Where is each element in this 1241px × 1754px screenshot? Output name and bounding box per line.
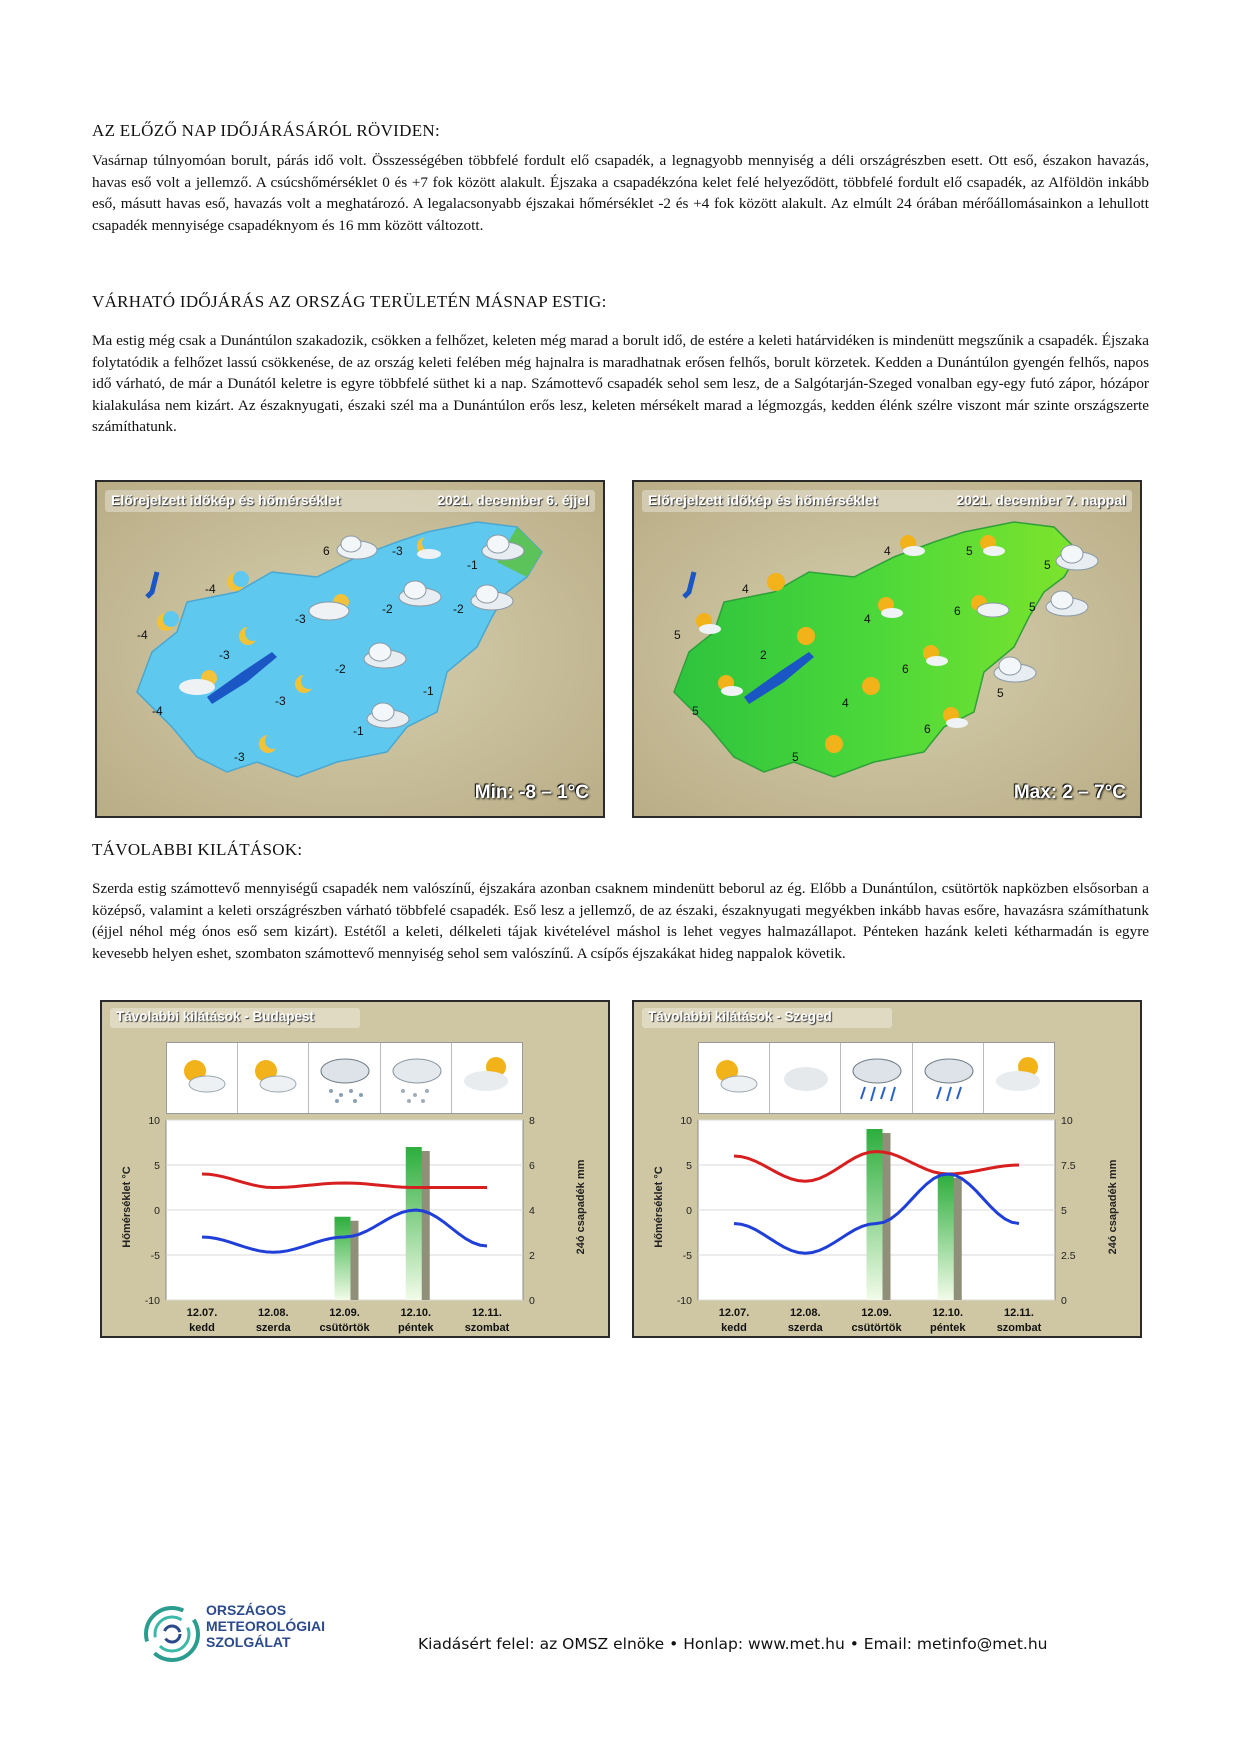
right-tick-label: 0 (1061, 1295, 1067, 1307)
forecast-map-day (632, 480, 1142, 818)
sun-cloud-icon (874, 594, 904, 620)
temp-label: -2 (453, 602, 464, 616)
cloud-icon (992, 654, 1038, 684)
date-label: 12.09. (329, 1307, 360, 1319)
map-background (634, 482, 1142, 818)
map-title: Előrejelzett időkép és hőmérséklet (111, 492, 341, 508)
map-title: Előrejelzett időkép és hőmérséklet (648, 492, 878, 508)
cloud-icon (469, 582, 515, 612)
section-title-outlook: TÁVOLABBI KILÁTÁSOK: (92, 840, 303, 859)
weekday-label: csütörtök (319, 1322, 370, 1334)
temp-label: 5 (1044, 558, 1051, 572)
temp-label: 6 (954, 604, 961, 618)
weekday-label: kedd (189, 1322, 215, 1334)
sun-cloud-icon (919, 642, 949, 668)
sun-icon (822, 732, 846, 756)
moon-icon (155, 610, 179, 634)
temp-label: 5 (674, 628, 681, 642)
right-axis-label: 24ó csapadék mm (575, 1159, 587, 1255)
date-label: 12.10. (400, 1307, 432, 1319)
temp-label: -3 (234, 750, 245, 764)
right-tick-label: 6 (529, 1160, 535, 1172)
map-date: 2021. december 7. nappal (956, 492, 1126, 508)
temp-label: -3 (295, 612, 306, 626)
sun-icon (794, 624, 818, 648)
weekday-label: péntek (398, 1322, 434, 1334)
temp-label: -3 (275, 694, 286, 708)
precip-bar (335, 1217, 351, 1300)
right-tick-label: 0 (529, 1295, 535, 1307)
cloud-icon (335, 532, 379, 560)
precip-bar (938, 1174, 954, 1300)
temp-label: -4 (152, 704, 163, 718)
temp-label: 5 (792, 750, 799, 764)
paragraph-outlook: Szerda estig számottevő mennyiségű csapadék nem valószínű, éjszakára azonban csaknem mindenütt beborul az ég. Előbb a Dunántúlon, csütörtök napközben elsősorban a középső, valamint a keleti országrészben várható többfelé csapadék. Eső lesz a jellemző, de az északi, északnyugati megyékben inkább havas esőre, havazásra számíthatunk (éjjel néhol még ónos eső sem kizárt). Estétől a keleti, délkeleti tájak kivételével máshol is lehet vegyes halmazállapot. Pénteken hazánk keleti kétharmadán is egyre kevesebb helyen eshet, szombaton számottevő mennyiség sehol sem valószínű. A csípős éjszakákat hideg nappalok követik. (92, 880, 1149, 962)
left-tick-label: -5 (150, 1250, 160, 1262)
outlook-title: Távolabbi kilátások - Budapest (116, 1009, 315, 1024)
temp-label: -3 (219, 648, 230, 662)
right-axis-label: 24ó csapadék mm (1107, 1159, 1119, 1255)
paragraph-next: Ma estig még csak a Dunántúlon szakadozik, csökken a felhőzet, keleten még marad a borult idő, de estére a keleti határvidéken is mindenütt megszűnik a csapadék. Éjszaka folytatódik a felhőzet lassú csökkenése, de az ország keleti felében még hajnalra is maradhatnak erősen felhős, borult körzetek. Kedden a Dunántúlon gyengén felhős, napos idő várható, de már a Dunától keletre is egyre többfelé süthet ki a nap. Számottevő csapadék sehol sem lesz, de a Salgótarján-Szeged vonalban egy-egy futó zápor, hózápor kialakulása nem kizárt. Az északnyugati, északi szél ma a Dunántúlon erős lesz, keleten mérsékelt marad a légmozgás, kedden élénk szélre viszont már szinte országszerte számíthatunk. (92, 332, 1149, 435)
left-tick-label: -10 (676, 1295, 692, 1307)
date-label: 12.07. (186, 1307, 218, 1319)
precip-bar (406, 1147, 422, 1300)
left-tick-label: 5 (686, 1160, 692, 1172)
date-label: 12.07. (718, 1307, 750, 1319)
date-label: 12.11. (1004, 1307, 1034, 1319)
temp-label: 5 (1029, 600, 1036, 614)
left-tick-label: 0 (686, 1205, 692, 1217)
logo-line: METEOROLÓGIAI (206, 1618, 325, 1634)
date-label: 12.11. (472, 1307, 502, 1319)
temp-label: -3 (392, 544, 403, 558)
right-tick-label: 4 (529, 1205, 535, 1217)
left-tick-label: 0 (154, 1205, 160, 1217)
logo-line: SZOLGÁLAT (206, 1634, 291, 1650)
outlook-panel-budapest (100, 1000, 610, 1338)
temp-label: 6 (323, 544, 330, 558)
right-tick-label: 2.5 (1061, 1250, 1076, 1262)
map-range: Max: 2 – 7°C (1013, 782, 1126, 803)
moon-icon (237, 624, 261, 648)
date-label: 12.09. (861, 1307, 892, 1319)
temp-label: -4 (137, 628, 148, 642)
cloud-icon (480, 532, 526, 562)
temp-label: 6 (924, 722, 931, 736)
sun-icon (859, 674, 883, 698)
cloud-icon (397, 578, 443, 608)
cloud-icon (1044, 588, 1090, 618)
footer-text: Kiadásért felel: az OMSZ elnöke • Honlap: www.met.hu • Email: metinfo@met.hu (418, 1635, 1048, 1653)
left-tick-label: 10 (680, 1115, 692, 1127)
temp-label: 5 (966, 544, 973, 558)
sun-icon (764, 570, 788, 594)
temp-label: 4 (842, 696, 849, 710)
left-axis-label: Hőmérséklet °C (653, 1166, 665, 1248)
temperature-precip-chart (102, 1002, 610, 1338)
outlook-title: Távolabbi kilátások - Szeged (648, 1009, 832, 1024)
temp-label: 4 (742, 582, 749, 596)
temp-label: 2 (760, 648, 767, 662)
omsz-logo (142, 1598, 362, 1674)
paragraph-prev: Vasárnap túlnyomóan borult, párás idő volt. Összességében többfelé fordult elő csapadék, a legnagyobb mennyiség a déli országrészben esett. Ott eső, északon havazás, havas eső volt a jellemző. A csúcshőmérséklet 0 és +7 fok között alakult. Éjszaka a csapadékzóna kelet felé helyeződött, többfelé fordult elő csapadék, az Alföldön inkább eső, másutt havas eső, havazás volt a meghatározó. A legalacsonyabb éjszakai hőmérséklet -2 és +4 fok között alakult. Az elmúlt 24 órában mérőállomásainkon a lehullott csapadék mennyisége csapadéknyom és 16 mm között változott. (92, 152, 1149, 234)
sun-cloud-icon (967, 592, 1011, 620)
weekday-label: szombat (996, 1322, 1042, 1334)
left-tick-label: 5 (154, 1160, 160, 1172)
right-tick-label: 2 (529, 1250, 535, 1262)
map-range: Min: -8 – 1°C (474, 782, 589, 803)
logo-swirl-icon (142, 1598, 202, 1668)
logo-line: ORSZÁGOS (206, 1602, 287, 1618)
right-tick-label: 7.5 (1061, 1160, 1076, 1172)
outlook-panel-szeged (632, 1000, 1142, 1338)
cloud-icon (365, 700, 411, 730)
left-tick-label: -5 (682, 1250, 692, 1262)
sun-cloud-icon (896, 532, 926, 558)
temp-label: -2 (335, 662, 346, 676)
left-tick-label: -10 (144, 1295, 160, 1307)
map-header (105, 490, 595, 512)
precip-bar (867, 1129, 883, 1300)
right-tick-label: 5 (1061, 1205, 1067, 1217)
left-axis-label: Hőmérséklet °C (121, 1166, 133, 1248)
weekday-label: péntek (930, 1322, 966, 1334)
date-label: 12.08. (789, 1307, 821, 1319)
temperature-precip-chart (634, 1002, 1142, 1338)
temp-label: -2 (382, 602, 393, 616)
weekday-label: szerda (787, 1322, 823, 1334)
sun-cloud-icon (692, 610, 722, 636)
temp-label: 6 (902, 662, 909, 676)
moon-icon (225, 570, 249, 594)
sun-cloud-icon (714, 672, 744, 698)
weekday-label: szerda (255, 1322, 291, 1334)
weekday-label: csütörtök (851, 1322, 902, 1334)
temp-label: 5 (692, 704, 699, 718)
moon-icon (293, 672, 317, 696)
map-header (642, 490, 1132, 512)
right-tick-label: 10 (1061, 1115, 1073, 1127)
moon-cloud-icon (307, 592, 357, 622)
temp-label: -1 (353, 724, 364, 738)
date-label: 12.10. (932, 1307, 964, 1319)
moon-icon (257, 732, 281, 756)
weekday-label: szombat (464, 1322, 510, 1334)
cloud-icon (362, 640, 408, 670)
temp-label: 5 (997, 686, 1004, 700)
right-tick-label: 8 (529, 1115, 535, 1127)
temp-label: -1 (423, 684, 434, 698)
map-date: 2021. december 6. éjjel (437, 492, 589, 508)
temp-label: 4 (884, 544, 891, 558)
sun-cloud-icon (976, 532, 1006, 558)
logo-text (206, 1602, 325, 1650)
cloud-icon (1054, 542, 1100, 572)
section-title-next: VÁRHATÓ IDŐJÁRÁS AZ ORSZÁG TERÜLETÉN MÁSNAP ESTIG: (92, 292, 607, 311)
temp-label: -4 (205, 582, 216, 596)
forecast-map-night (95, 480, 605, 818)
temp-label: -1 (467, 558, 478, 572)
left-tick-label: 10 (148, 1115, 160, 1127)
section-title-prev: AZ ELŐZŐ NAP IDŐJÁRÁSÁRÓL RÖVIDEN: (92, 121, 440, 140)
moon-cloud-icon (412, 534, 442, 560)
weekday-label: kedd (721, 1322, 747, 1334)
sun-cloud-icon (939, 704, 969, 730)
moon-cloud-icon (177, 668, 223, 696)
temp-label: 4 (864, 612, 871, 626)
date-label: 12.08. (257, 1307, 289, 1319)
